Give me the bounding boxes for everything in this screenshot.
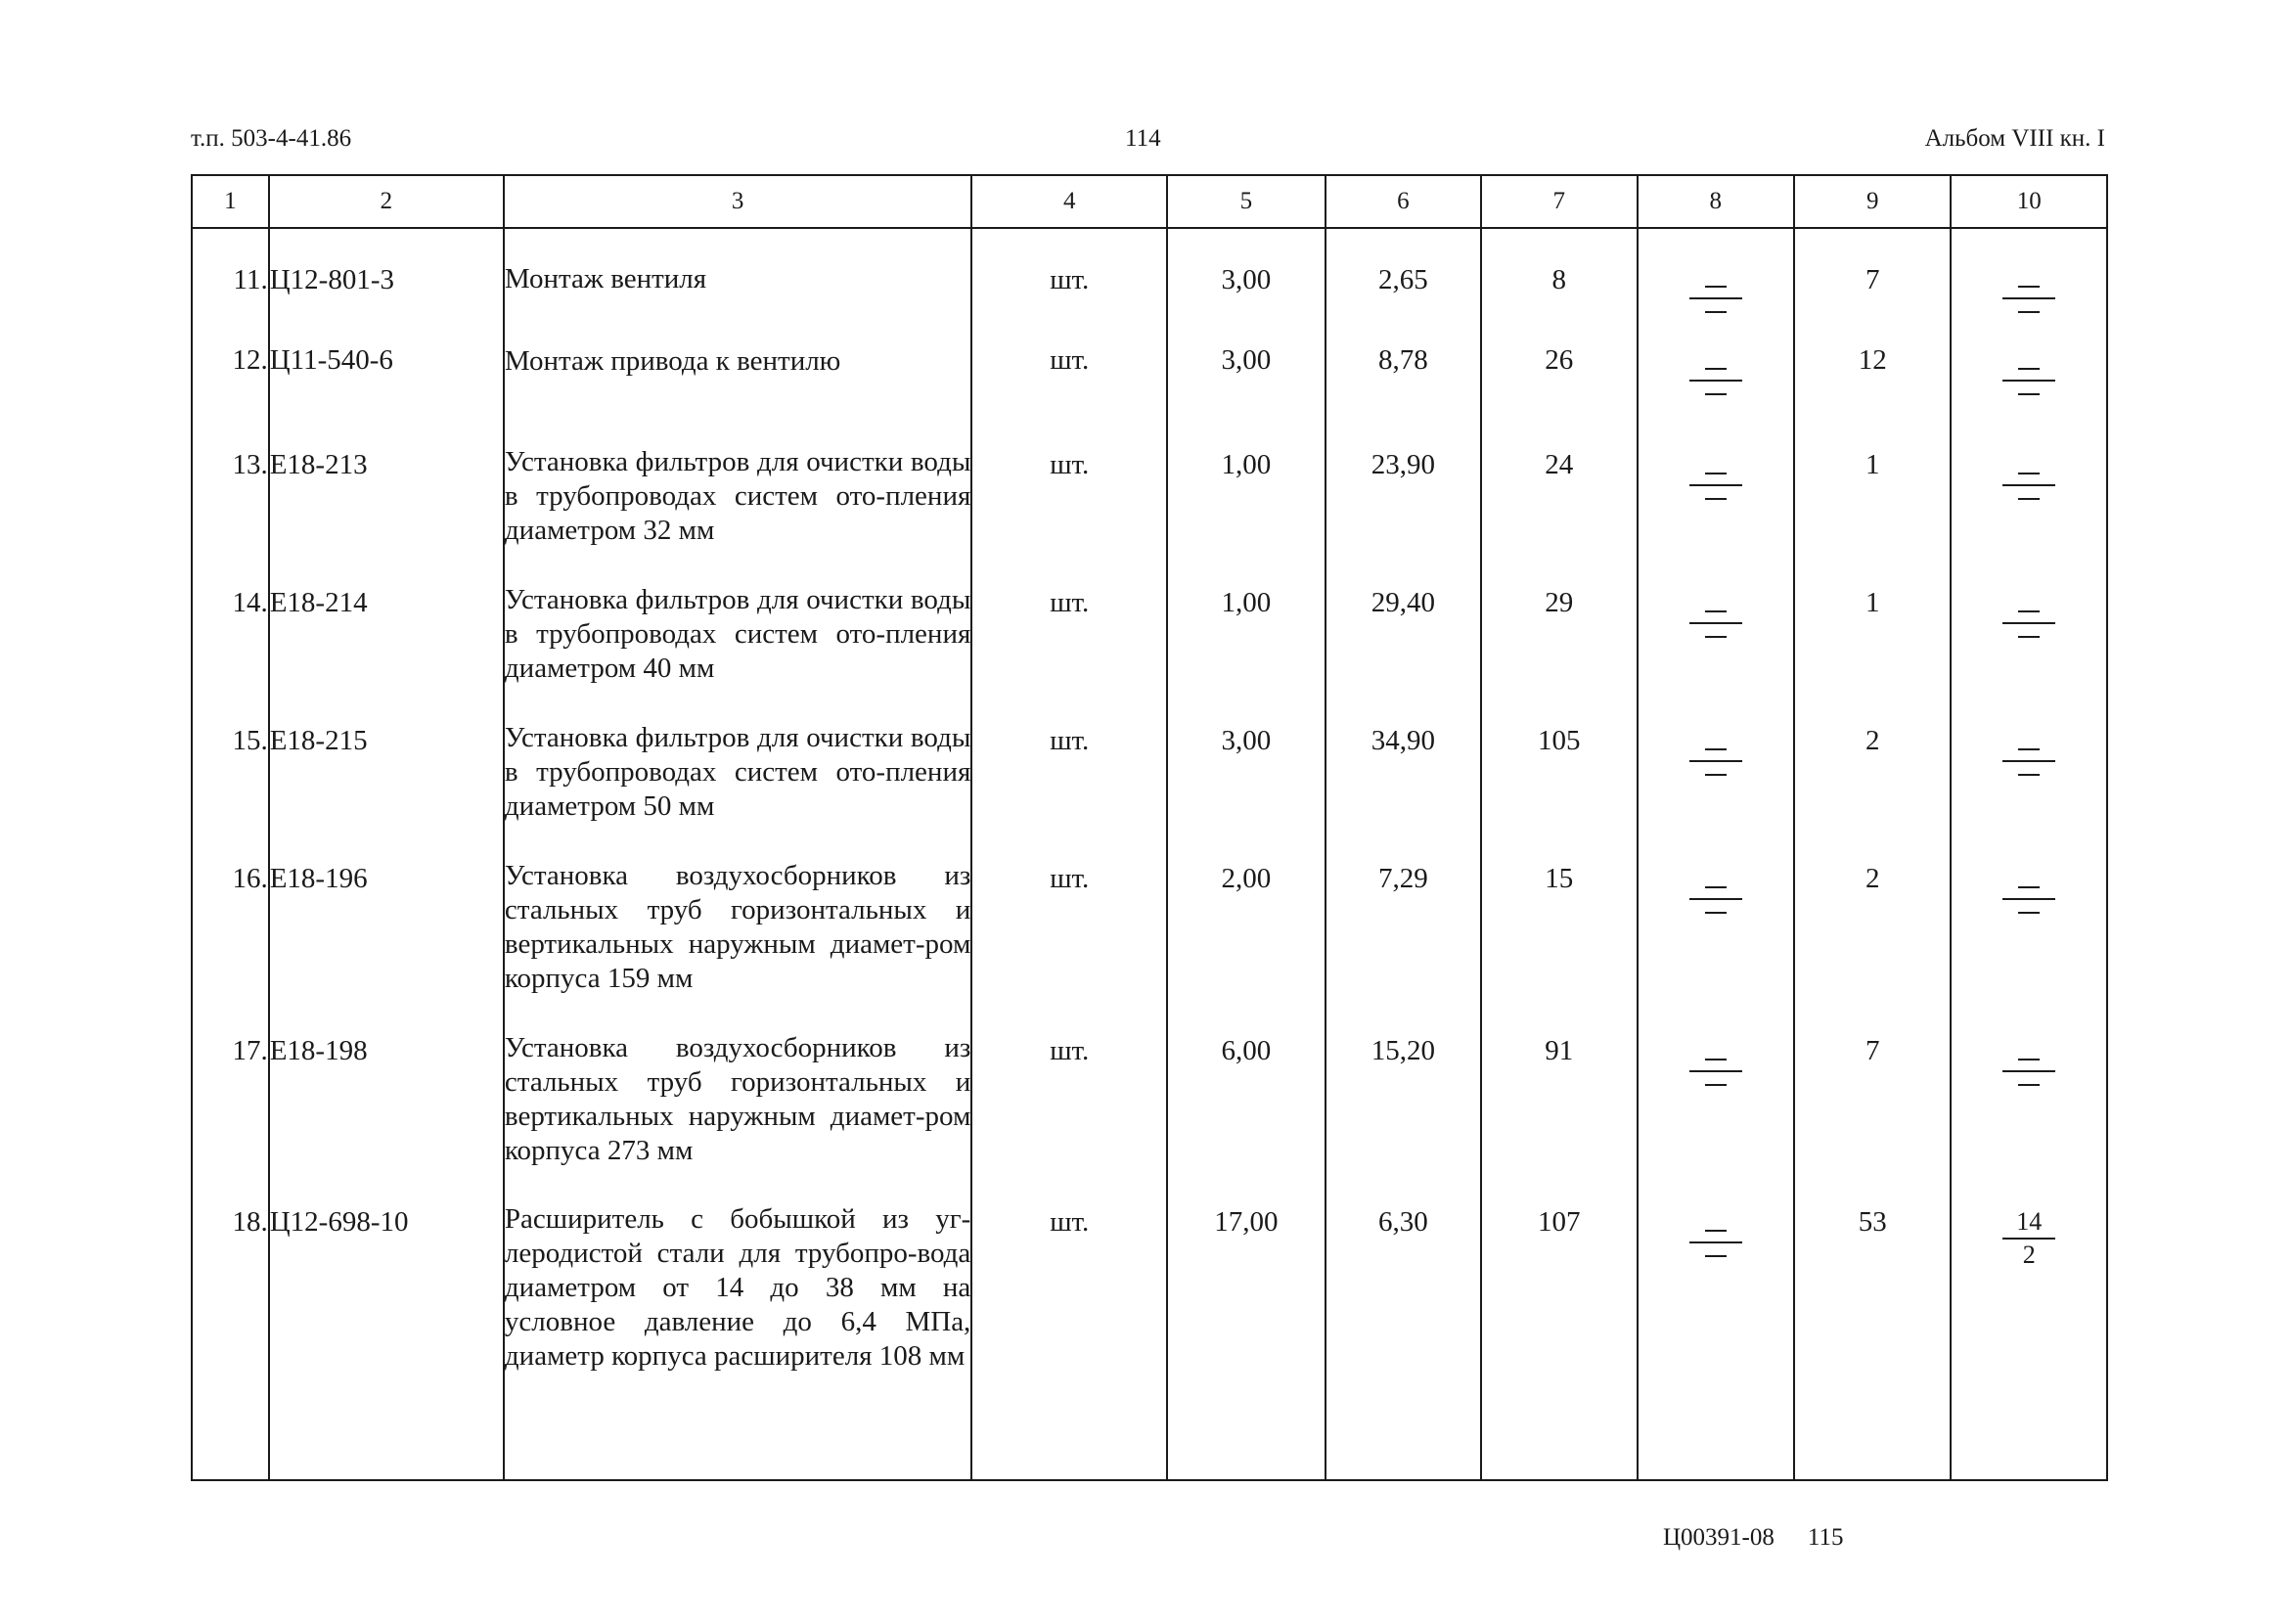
rate-code: Е18-214	[269, 587, 368, 618]
fraction-dash	[2002, 360, 2055, 409]
fraction-dash	[2002, 603, 2055, 652]
unit: шт.	[1050, 449, 1090, 480]
rate-code: Е18-213	[269, 449, 368, 480]
unit-cost: 8,78	[1377, 344, 1428, 376]
column-9-value: 1	[1865, 587, 1880, 618]
table-row	[192, 1025, 2107, 1196]
quantity: 3,00	[1221, 264, 1272, 295]
fraction-dash	[1689, 741, 1742, 789]
rate-code: Е18-196	[269, 863, 368, 894]
fraction-value	[2002, 1206, 2055, 1271]
work-description: Монтаж привода к вентилю	[504, 345, 841, 377]
fraction-dash	[2002, 741, 2055, 789]
column-9-value: 53	[1858, 1206, 1887, 1238]
row-number: 13.	[232, 449, 268, 480]
column-header: 10	[1951, 175, 2107, 228]
fraction-dash	[2002, 278, 2055, 327]
column-9-value: 7	[1865, 1035, 1880, 1066]
album-label: Альбом VIII кн. I	[1924, 125, 2105, 152]
column-header: 2	[269, 175, 504, 228]
table-row	[192, 577, 2107, 715]
column-header: 1	[192, 175, 269, 228]
quantity: 1,00	[1221, 449, 1272, 480]
unit-cost: 6,30	[1377, 1206, 1428, 1238]
row-number: 16.	[232, 863, 268, 894]
unit: шт.	[1050, 725, 1090, 756]
column-header: 4	[971, 175, 1167, 228]
column-header: 3	[504, 175, 971, 228]
footer-page-number: 115	[1807, 1524, 1844, 1551]
row-number: 12.	[232, 344, 268, 376]
total-cost: 107	[1538, 1206, 1581, 1238]
unit-cost: 23,90	[1371, 449, 1435, 480]
column-9-value: 1	[1865, 449, 1880, 480]
total-cost: 15	[1545, 863, 1574, 894]
total-cost: 105	[1538, 725, 1581, 756]
quantity: 3,00	[1221, 344, 1272, 376]
specification-table	[191, 174, 2108, 1481]
document-designation: т.п. 503-4-41.86	[191, 125, 352, 152]
fraction-dash	[1689, 465, 1742, 514]
row-number: 11.	[233, 264, 268, 295]
row-number: 14.	[232, 587, 268, 618]
unit: шт.	[1050, 344, 1090, 376]
unit-cost: 15,20	[1371, 1035, 1435, 1066]
work-description: Установка воздухосборников из стальных труб горизонтальных и вертикальных наружным диамет-ром корпуса 273 мм	[504, 1032, 971, 1166]
page-number: 114	[1125, 125, 1161, 152]
unit-cost: 29,40	[1371, 587, 1435, 618]
fraction-denominator: 2	[2022, 1241, 2036, 1269]
unit-cost: 2,65	[1377, 264, 1428, 295]
column-header: 8	[1638, 175, 1794, 228]
column-header: 7	[1481, 175, 1637, 228]
fraction-dash	[1689, 879, 1742, 927]
fraction-dash	[2002, 465, 2055, 514]
rate-code: Ц12-801-3	[269, 264, 394, 295]
column-header: 6	[1326, 175, 1481, 228]
column-number-row	[192, 175, 2107, 228]
column-9-value: 2	[1865, 725, 1880, 756]
unit: шт.	[1050, 1206, 1090, 1238]
rate-code: Е18-198	[269, 1035, 368, 1066]
table-row	[192, 439, 2107, 577]
fraction-dash	[2002, 1051, 2055, 1100]
total-cost: 8	[1551, 264, 1567, 295]
column-header: 9	[1794, 175, 1951, 228]
work-description: Установка фильтров для очистки воды в трубопроводах систем ото-пления диаметром 50 мм	[504, 722, 971, 822]
work-description: Установка фильтров для очистки воды в трубопроводах систем ото-пления диаметром 40 мм	[504, 584, 971, 684]
column-header: 5	[1167, 175, 1325, 228]
unit: шт.	[1050, 264, 1090, 295]
table-row	[192, 228, 2107, 335]
quantity: 3,00	[1221, 725, 1272, 756]
fraction-dash	[1689, 1222, 1742, 1271]
total-cost: 24	[1545, 449, 1574, 480]
total-cost: 91	[1545, 1035, 1574, 1066]
column-9-value: 12	[1858, 344, 1887, 376]
row-number: 15.	[232, 725, 268, 756]
table-row	[192, 715, 2107, 853]
document-code: Ц00391-08	[1663, 1524, 1775, 1551]
fraction-numerator: 14	[2002, 1206, 2055, 1240]
total-cost: 26	[1545, 344, 1574, 376]
column-9-value: 2	[1865, 863, 1880, 894]
unit: шт.	[1050, 1035, 1090, 1066]
row-number: 18.	[232, 1206, 268, 1238]
rate-code: Ц12-698-10	[269, 1206, 409, 1238]
fraction-dash	[1689, 278, 1742, 327]
quantity: 2,00	[1221, 863, 1272, 894]
fraction-dash	[1689, 1051, 1742, 1100]
table-row	[192, 853, 2107, 1025]
rate-code: Ц11-540-6	[269, 344, 393, 376]
page-header	[191, 125, 2105, 164]
work-description: Монтаж вентиля	[504, 263, 707, 294]
quantity: 1,00	[1221, 587, 1272, 618]
page-footer	[1663, 1524, 1876, 1552]
total-cost: 29	[1545, 587, 1574, 618]
row-number: 17.	[232, 1035, 268, 1066]
column-9-value: 7	[1865, 264, 1880, 295]
table-row	[192, 1196, 2107, 1480]
work-description: Установка фильтров для очистки воды в трубопроводах систем ото-пления диаметром 32 мм	[504, 446, 971, 546]
unit: шт.	[1050, 863, 1090, 894]
work-description: Расширитель с бобышкой из уг-леродистой стали для трубопро-вода диаметром от 14 до 38 мм на условное давление до 6,4 МПа, диаметр корпуса расширителя 108 мм	[504, 1203, 971, 1372]
unit-cost: 34,90	[1371, 725, 1435, 756]
quantity: 17,00	[1214, 1206, 1279, 1238]
rate-code: Е18-215	[269, 725, 368, 756]
table-row	[192, 335, 2107, 439]
fraction-dash	[1689, 603, 1742, 652]
fraction-dash	[2002, 879, 2055, 927]
unit-cost: 7,29	[1377, 863, 1428, 894]
work-description: Установка воздухосборников из стальных труб горизонтальных и вертикальных наружным диамет-ром корпуса 159 мм	[504, 860, 971, 994]
fraction-dash	[1689, 360, 1742, 409]
quantity: 6,00	[1221, 1035, 1272, 1066]
unit: шт.	[1050, 587, 1090, 618]
